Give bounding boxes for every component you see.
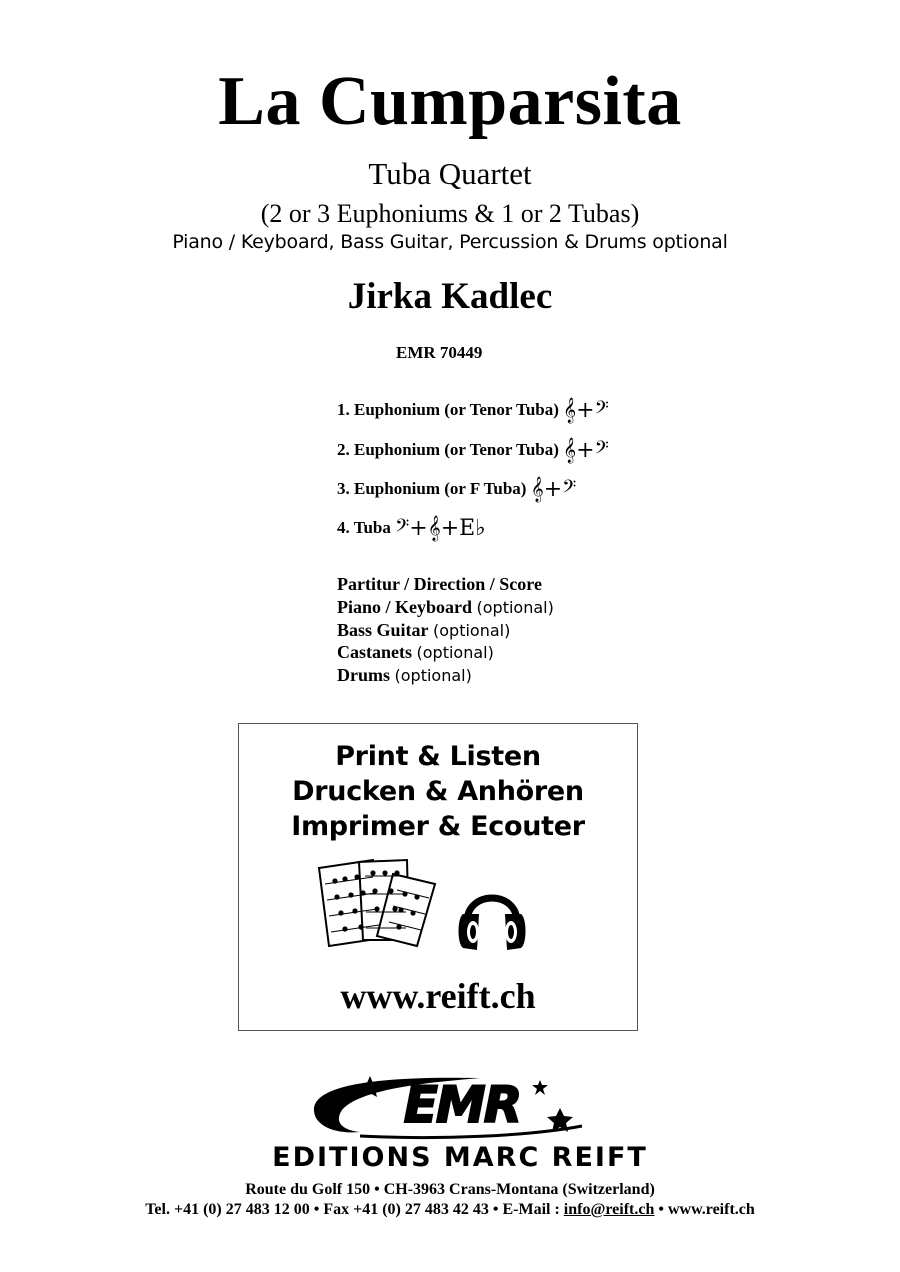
- clef-icon: 𝄞+𝄢: [530, 477, 577, 502]
- extra-note: (optional): [394, 666, 472, 685]
- extra-name: Drums: [337, 665, 390, 685]
- clef-icon: 𝄞+𝄢: [563, 438, 609, 463]
- extra-item: [337, 664, 472, 687]
- extra-name: Partitur / Direction / Score: [337, 574, 542, 594]
- clef-icon: 𝄢+𝄞+E♭: [395, 516, 486, 541]
- optional-instruments: Piano / Keyboard, Bass Guitar, Percussion & Drums optional: [172, 231, 728, 253]
- subtitle: Tuba Quartet: [368, 156, 532, 191]
- extra-item: [337, 573, 542, 596]
- contact-website: • www.reift.ch: [654, 1201, 755, 1218]
- publisher-name: EDITIONS MARC REIFT: [272, 1142, 648, 1173]
- sheet-music-icon: [311, 854, 441, 949]
- extra-note: (optional): [416, 643, 494, 662]
- publisher-logo: [230, 1070, 690, 1178]
- part-item: [337, 516, 486, 541]
- promo-url: www.reift.ch: [340, 976, 536, 1016]
- part-label: 1. Euphonium (or Tenor Tuba): [337, 400, 559, 419]
- promo-line: Drucken & Anhören: [292, 776, 584, 807]
- composer-name: Jirka Kadlec: [347, 276, 553, 317]
- part-label: 3. Euphonium (or F Tuba): [337, 479, 527, 498]
- extra-item: [337, 596, 554, 619]
- part-label: 2. Euphonium (or Tenor Tuba): [337, 440, 559, 459]
- publisher-contact: [0, 1200, 900, 1220]
- part-item: [337, 398, 609, 423]
- extra-item: [337, 619, 510, 642]
- print-listen-box: [238, 723, 638, 1031]
- extra-name: Bass Guitar: [337, 620, 429, 640]
- part-item: [337, 438, 609, 463]
- catalog-code: EMR 70449: [396, 343, 483, 362]
- page-title: La Cumparsita: [218, 63, 682, 140]
- logo-mark: [230, 1070, 690, 1142]
- promo-line: Print & Listen: [335, 741, 541, 772]
- extra-name: Castanets: [337, 642, 412, 662]
- logo-mark-text: EMR: [403, 1076, 521, 1134]
- extra-note: (optional): [433, 621, 511, 640]
- part-label: 4. Tuba: [337, 518, 391, 537]
- part-item: [337, 477, 576, 502]
- promo-line: Imprimer & Ecouter: [291, 811, 585, 842]
- clef-icon: 𝄞+𝄢: [563, 398, 609, 423]
- publisher-address: Route du Golf 150 • CH-3963 Crans-Montana (Switzerland): [245, 1181, 655, 1198]
- instrumentation: (2 or 3 Euphoniums & 1 or 2 Tubas): [260, 199, 640, 228]
- extra-item: [337, 641, 494, 664]
- email-link[interactable]: info@reift.ch: [563, 1201, 655, 1218]
- extra-name: Piano / Keyboard: [337, 597, 473, 617]
- extra-note: (optional): [476, 598, 554, 617]
- headphones-icon: [457, 874, 527, 954]
- contact-phone-fax: Tel. +41 (0) 27 483 12 00 • Fax +41 (0) 27 483 42 43 • E-Mail :: [145, 1201, 564, 1218]
